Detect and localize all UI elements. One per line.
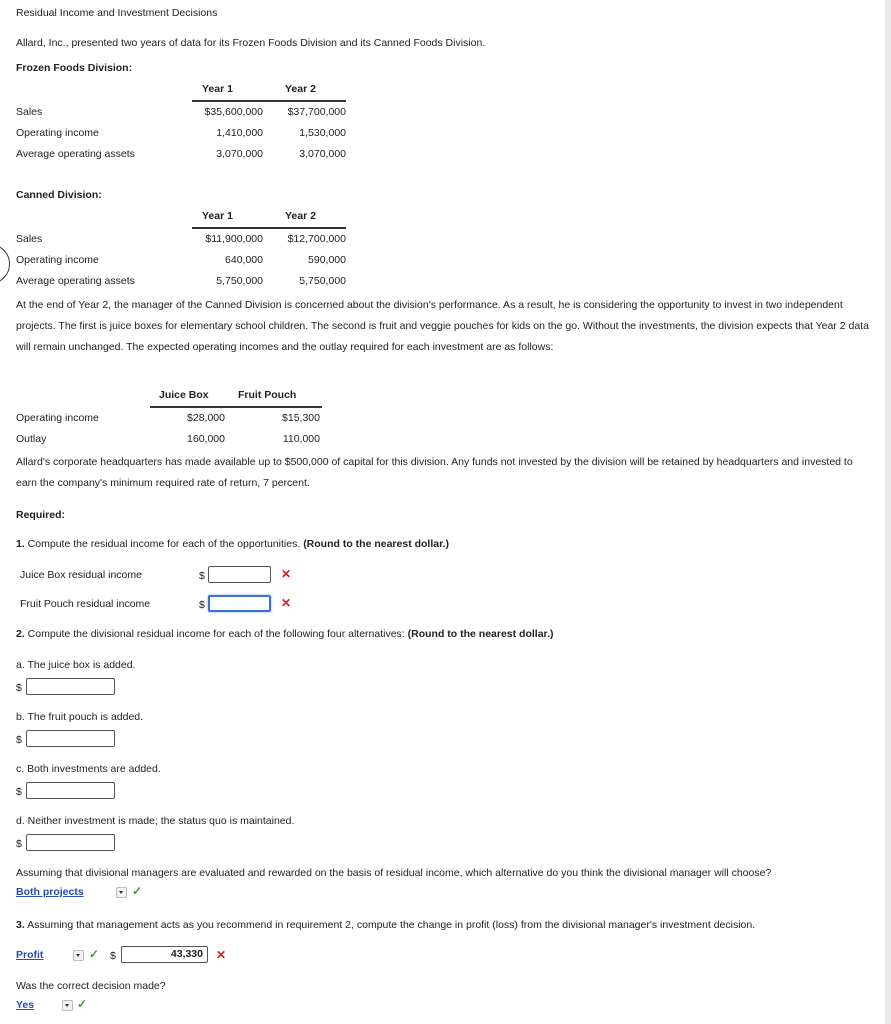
incorrect-x-icon: ✕ [281, 567, 292, 581]
table-cell: 5,750,000 [299, 275, 346, 287]
table-cell: $28,000 [187, 412, 225, 424]
q1-round-note: (Round to the nearest dollar.) [303, 538, 450, 550]
decision-question: Was the correct decision made? [16, 980, 166, 992]
frozen-col-year1: Year 1 [202, 83, 233, 95]
alt-d-input[interactable] [26, 834, 115, 851]
juice-ri-input[interactable] [208, 566, 271, 583]
page-scrollbar[interactable] [885, 0, 891, 1024]
table-cell: $12,700,000 [287, 233, 346, 245]
table-cell: 590,000 [308, 254, 346, 266]
projects-col-fruit: Fruit Pouch [238, 389, 297, 401]
correct-check-icon: ✓ [77, 997, 88, 1011]
page-title: Residual Income and Investment Decisions [16, 7, 218, 19]
q1-prompt [16, 538, 449, 550]
q2-prompt [16, 628, 553, 640]
table-cell: 110,000 [282, 433, 320, 445]
alt-a-label: a. The juice box is added. [16, 659, 136, 671]
q3-prompt [16, 919, 755, 931]
incorrect-x-icon: ✕ [281, 596, 292, 610]
chevron-down-icon[interactable] [116, 887, 127, 898]
q2-number: 2. [16, 628, 25, 640]
alt-a-input[interactable] [26, 678, 115, 695]
q3-number: 3. [16, 919, 25, 931]
alt-b-input[interactable] [26, 730, 115, 747]
alternative-select[interactable]: Both projects [16, 886, 84, 898]
capital-note: Allard's corporate headquarters has made available up to $500,000 of capital for this division. Any funds not invested by the division will be retained by headquarters and invested to earn the company's minimum required rate of return, 7 percent. [16, 456, 853, 489]
decision-select[interactable]: Yes [16, 999, 35, 1011]
q1-number: 1. [16, 538, 25, 550]
q2-choice-question: Assuming that divisional managers are evaluated and rewarded on the basis of residual income, which alternative do you think the divisional manager will choose? [16, 867, 772, 879]
table-cell: 5,750,000 [216, 275, 263, 287]
juice-ri-currency: $ [199, 570, 205, 582]
alt-d-currency: $ [16, 838, 22, 850]
annotation-circle [0, 244, 10, 284]
table-row-label: Sales [16, 106, 43, 118]
correct-check-icon: ✓ [132, 884, 143, 898]
fruit-ri-currency: $ [199, 599, 205, 611]
q2-round-note: (Round to the nearest dollar.) [407, 628, 554, 640]
required-heading: Required: [16, 509, 66, 521]
alt-b-currency: $ [16, 734, 22, 746]
incorrect-x-icon: ✕ [216, 948, 227, 962]
canned-header-rule [192, 227, 346, 229]
q1-text: Compute the residual income for each of the opportunities. [24, 538, 304, 550]
table-row-label: Outlay [16, 433, 47, 445]
projects-header-rule [150, 406, 322, 408]
fruit-ri-label: Fruit Pouch residual income [20, 598, 151, 610]
table-cell: $35,600,000 [204, 106, 263, 118]
canned-heading: Canned Division: [16, 189, 102, 201]
table-cell: 1,410,000 [216, 127, 263, 139]
chevron-down-icon[interactable] [73, 950, 84, 961]
table-cell: 1,530,000 [299, 127, 346, 139]
projects-col-juice: Juice Box [159, 389, 209, 401]
profit-currency: $ [110, 950, 116, 962]
table-row-label: Sales [16, 233, 43, 245]
profit-loss-select[interactable]: Profit [16, 949, 44, 961]
frozen-col-year2: Year 2 [285, 83, 316, 95]
alt-b-label: b. The fruit pouch is added. [16, 711, 144, 723]
table-cell: $11,900,000 [205, 233, 263, 245]
table-cell: 3,070,000 [299, 148, 346, 160]
q3-text: Assuming that management acts as you recommend in requirement 2, compute the change in profit (loss) from the divisional manager's investment decision. [24, 919, 756, 931]
alt-a-currency: $ [16, 682, 22, 694]
frozen-header-rule [192, 100, 346, 102]
table-row-label: Average operating assets [16, 148, 135, 160]
table-cell: $15,300 [282, 412, 320, 424]
alt-c-input[interactable] [26, 782, 115, 799]
canned-col-year2: Year 2 [285, 210, 316, 222]
table-cell: $37,700,000 [287, 106, 346, 118]
fruit-ri-input[interactable] [208, 595, 271, 612]
table-row-label: Operating income [16, 412, 99, 424]
table-row-label: Operating income [16, 127, 99, 139]
intro-text: Allard, Inc., presented two years of data for its Frozen Foods Division and its Canned Foods Division. [16, 37, 486, 49]
alt-c-label: c. Both investments are added. [16, 763, 161, 775]
frozen-heading: Frozen Foods Division: [16, 62, 133, 74]
q2-text: Compute the divisional residual income for each of the following four alternatives: [24, 628, 408, 640]
alt-c-currency: $ [16, 786, 22, 798]
canned-col-year1: Year 1 [202, 210, 233, 222]
table-row-label: Average operating assets [16, 275, 135, 287]
scenario-text: At the end of Year 2, the manager of the Canned Division is concerned about the division's performance. As a result, he is considering the opportunity to invest in two independent projects. The first is juice boxes for elementary school children. The second is fruit and veggie pouches for kids on the go. Without the investments, the division expects that Year 2 data will remain unchanged. The expected operating incomes and the outlay required for each investment are as follows: [16, 299, 869, 353]
juice-ri-label: Juice Box residual income [20, 569, 142, 581]
profit-amount-input[interactable]: 43,330 [121, 946, 208, 963]
chevron-down-icon[interactable] [62, 1000, 73, 1011]
table-row-label: Operating income [16, 254, 99, 266]
table-cell: 640,000 [225, 254, 263, 266]
correct-check-icon: ✓ [89, 947, 100, 961]
table-cell: 160,000 [187, 433, 225, 445]
table-cell: 3,070,000 [216, 148, 263, 160]
alt-d-label: d. Neither investment is made; the status quo is maintained. [16, 815, 295, 827]
